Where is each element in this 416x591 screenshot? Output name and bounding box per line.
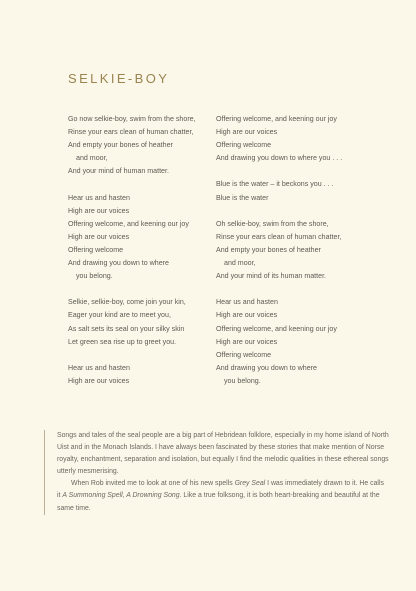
poem-line: you belong.: [224, 376, 261, 385]
poem-line: and moor,: [224, 259, 256, 268]
poem-stanza: [216, 113, 342, 165]
poem-line: you belong.: [76, 272, 113, 281]
poem-line: Offering welcome, and keening our joy: [68, 219, 189, 228]
poem-line: And your mind of human matter.: [68, 167, 169, 176]
poem-line: And drawing you down to where you . . .: [216, 154, 343, 163]
note-title-grey-seal: Grey Seal: [234, 480, 266, 488]
poem-stanza: [68, 296, 196, 348]
poem-line: And your mind of its human matter.: [216, 272, 327, 281]
poem-line: High are our voices: [216, 311, 278, 320]
poem-column-left: [68, 113, 196, 401]
poem-stanza: [68, 362, 196, 388]
poem-line: As salt sets its seal on your silky skin: [68, 324, 185, 333]
poem-line: Offering welcome: [216, 141, 272, 150]
poem-line: Go now selkie-boy, swim from the shore,: [68, 115, 196, 123]
poem-line: Eager your kind are to meet you,: [68, 311, 171, 320]
poem-stanza: [216, 296, 342, 388]
author-note: [44, 430, 389, 515]
poem-line: and moor,: [76, 154, 108, 163]
poem-line: Offering welcome, and keening our joy: [216, 324, 337, 333]
poem-stanza: [216, 178, 342, 204]
poem-line: Offering welcome, and keening our joy: [216, 115, 337, 123]
poem-title: SELKIE-BOY: [68, 71, 170, 86]
poem-line: Let green sea rise up to greet you.: [68, 337, 177, 346]
poem-line: And drawing you down to where: [68, 259, 169, 268]
poem-line: Blue is the water – it beckons you . . .: [216, 180, 334, 189]
poem-stanza: [68, 192, 196, 284]
note-text: I was immediately drawn to it. He calls it: [57, 480, 384, 500]
poem-line: And drawing you down to where: [216, 363, 317, 372]
note-paragraph: Songs and tales of the seal people are a big part of Hebridean folklore, especially in my home island of North Uist and in the Monach Islands. I have always been fascinated by these stories that make mention of Norse royalty, enchantment, separation and isolation, but equally I find the melodic qualities in these ethereal songs utterly mesmerising.: [57, 432, 389, 476]
poem-line: Hear us and hasten: [216, 298, 278, 307]
poem-line: High are our voices: [68, 206, 130, 215]
poem-column-right: [216, 113, 342, 401]
note-title-summoning-spell: A Summoning Spell, A Drowning Song: [62, 492, 180, 500]
poem-line: Rinse your ears clean of human chatter,: [216, 232, 342, 241]
poem-stanza: [216, 218, 342, 283]
poem-line: And empty your bones of heather: [216, 245, 321, 254]
poem-line: High are our voices: [68, 376, 130, 385]
poem-line: High are our voices: [216, 337, 278, 346]
poem-line: High are our voices: [216, 128, 278, 137]
poem-line: Hear us and hasten: [68, 363, 130, 372]
poem-line: Rinse your ears clean of human chatter,: [68, 128, 194, 137]
poem-line: Oh selkie-boy, swim from the shore,: [216, 219, 329, 228]
poem-line: High are our voices: [68, 232, 130, 241]
poem-line: Blue is the water: [216, 193, 269, 202]
note-text: When Rob invited me to look at one of his new spells: [71, 480, 235, 488]
poem-line: Offering welcome: [216, 350, 272, 359]
poem-stanza: [68, 113, 196, 178]
poem-line: Selkie, selkie-boy, come join your kin,: [68, 298, 186, 307]
poem-line: Hear us and hasten: [68, 193, 130, 202]
note-paragraph: [57, 478, 389, 514]
poem-line: And empty your bones of heather: [68, 141, 173, 150]
poem-line: Offering welcome: [68, 245, 124, 254]
note-text: . Like a true folksong, it is both heart-breaking and beautiful at the same time.: [57, 492, 380, 512]
